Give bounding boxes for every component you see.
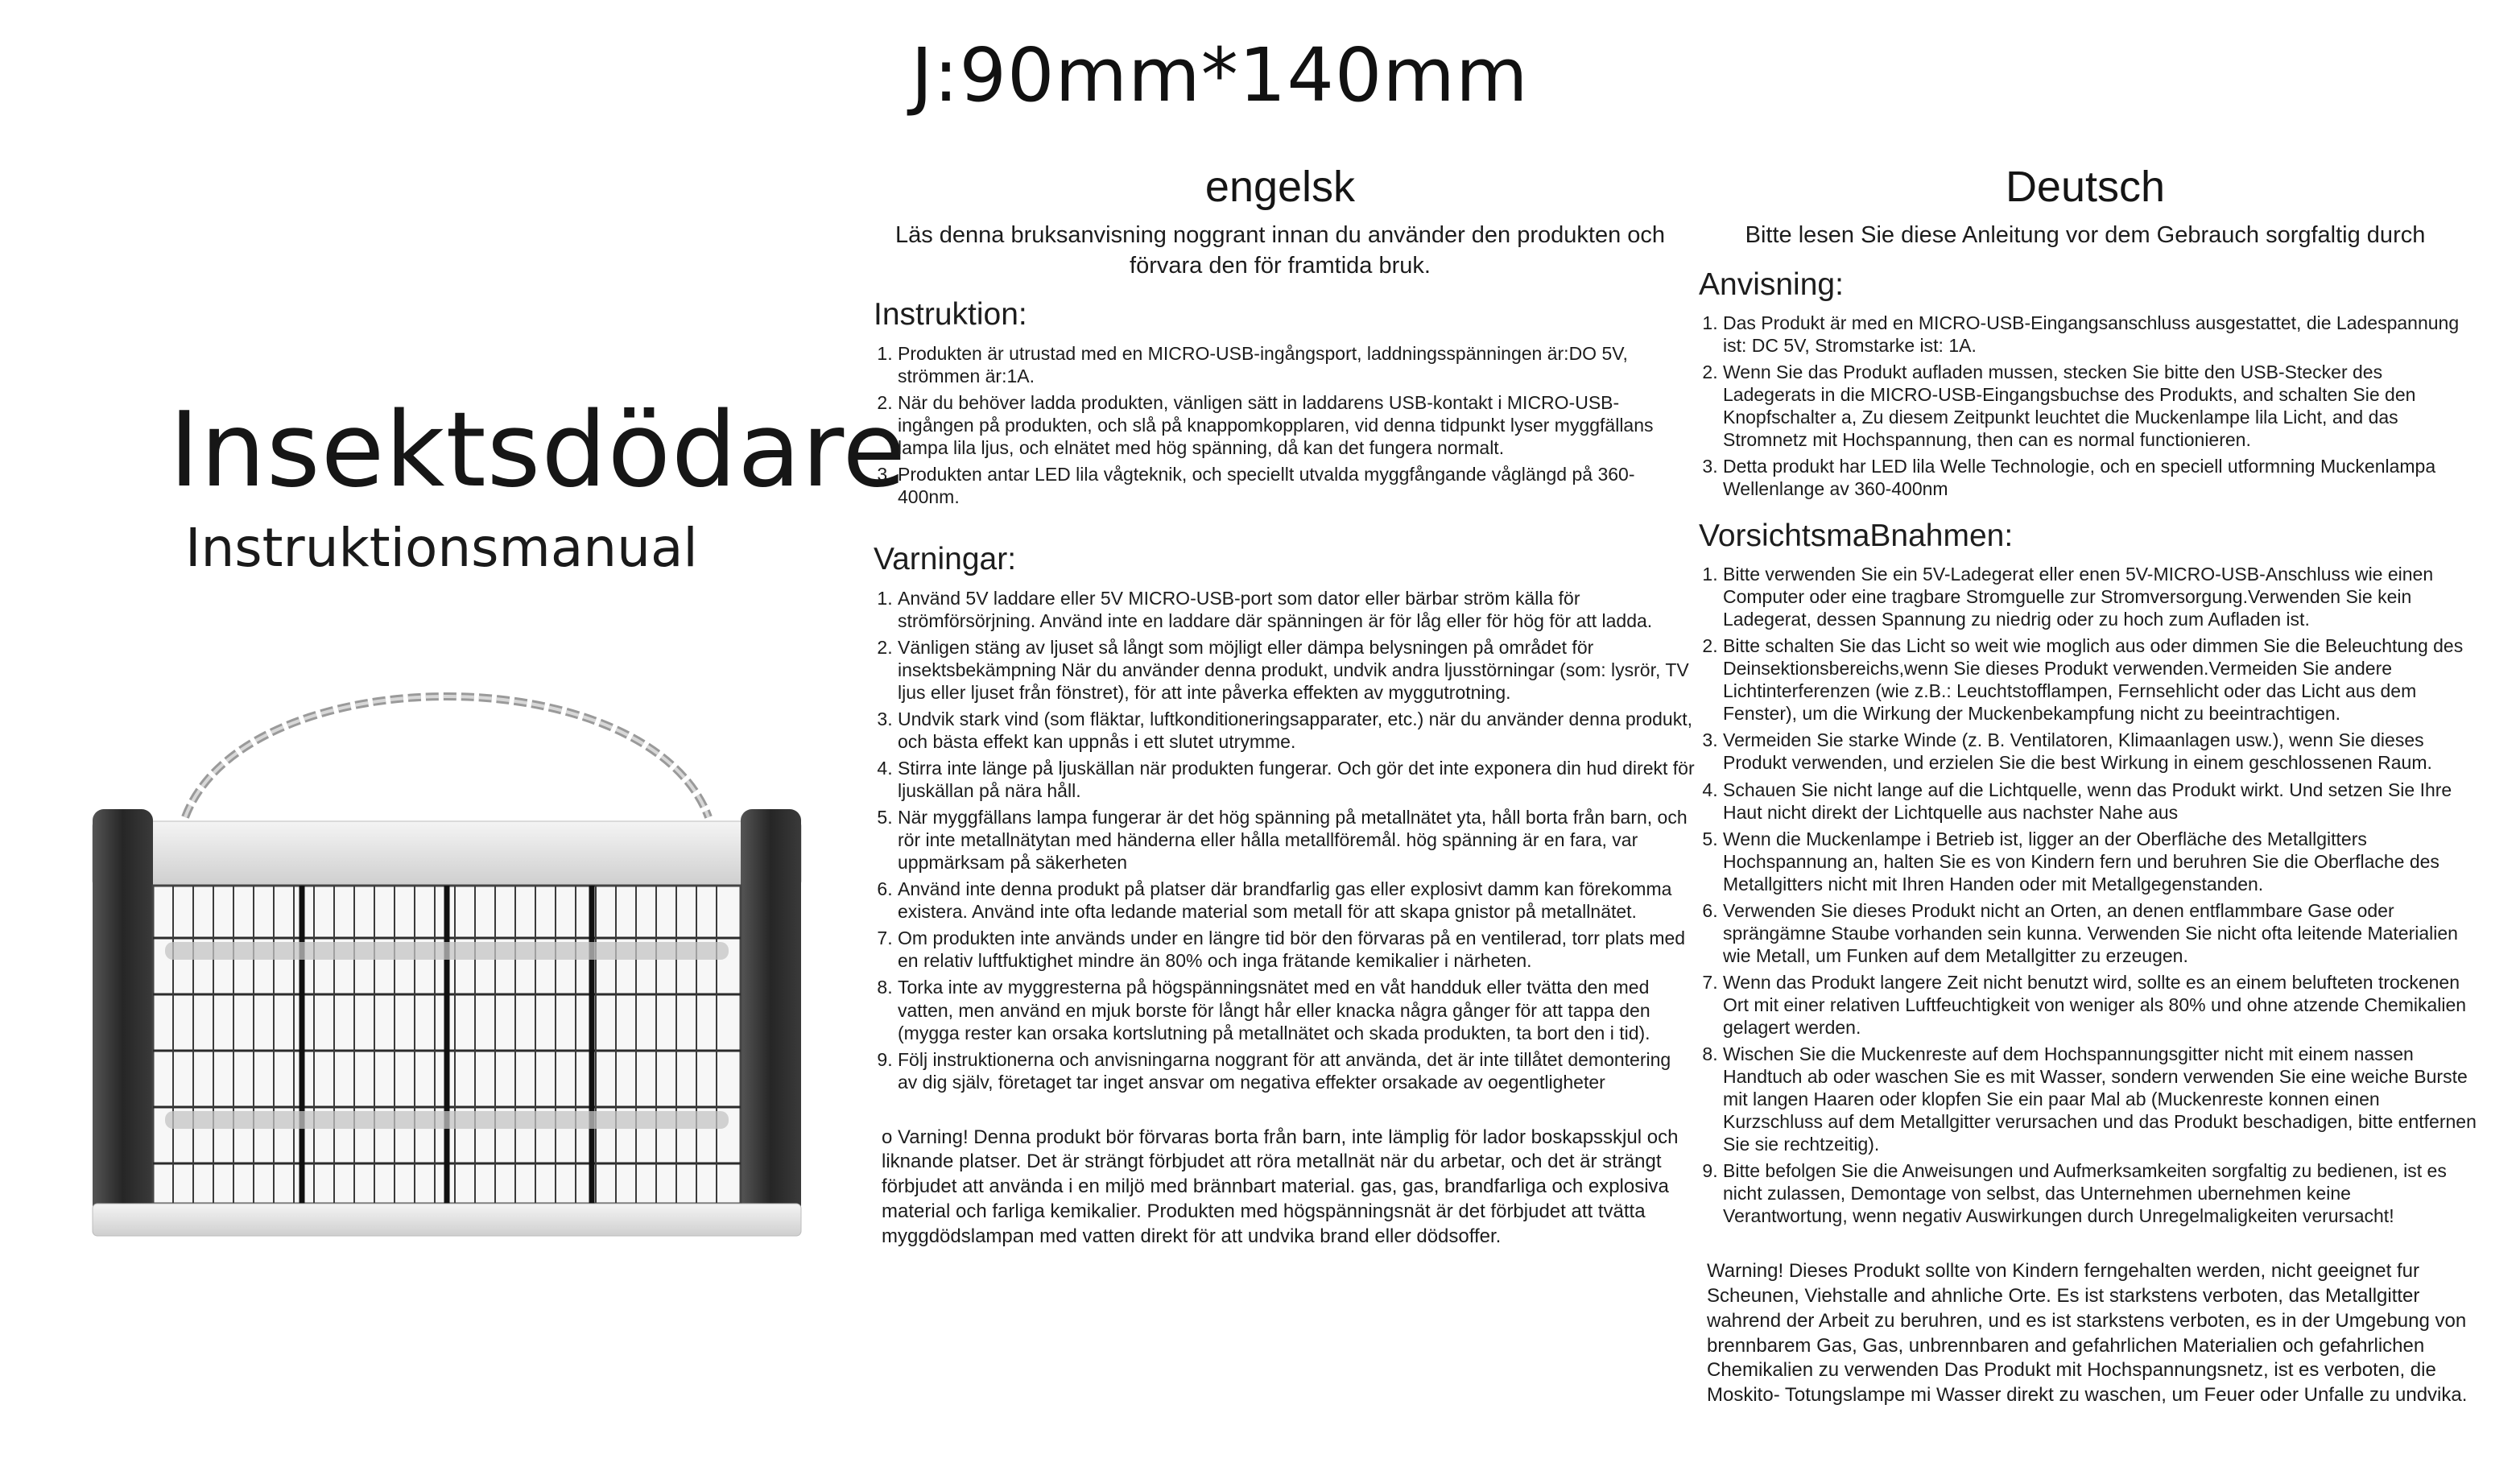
list-item: 1. Das Produkt är med en MICRO-USB-Eingangsanschluss ausgestattet, die Ladespannung ist: DC 5V, Stromstarke ist: 1A.	[1723, 312, 2480, 357]
swedish-column	[865, 161, 1695, 1249]
list-item: 6. Använd inte denna produkt på platser där brandfarlig gas eller explosivt damm kan förekomma existera. Använd inte ofta ledande material som metall för att skapa gnistor på metallnätet.	[898, 878, 1695, 923]
list-item: 8. Wischen Sie die Muckenreste auf dem Hochspannungsgitter nicht mit einem nassen Handtuch ab oder waschen Sie es mit Wasser, sondern verwenden Sie eine weiche Burste mit langen Haaren oder klopfen Sie ein paar Mal ab (Muckenreste konnen einen Kurzschluss auf dem Metallgitter verursachen und das Produkt beschadigen, bitte entfernen Sie sie rechtzeitig).	[1723, 1043, 2480, 1155]
list-item: 6. Verwenden Sie dieses Produkt nicht an Orten, an denen entflammbare Gase oder sprängämne Staube vorhanden sein kunna. Verwenden Sie nicht ofta leitende Materialien wie Metall, um Funken auf dem Metallgitter zu erzeugen.	[1723, 899, 2480, 967]
swedish-intro: Läs denna bruksanvisning noggrant innan du använder den produkten och förvara den för framtida bruk.	[894, 221, 1666, 279]
german-intro: Bitte lesen Sie diese Anleitung vor dem Gebrauch sorgfaltig durch	[1745, 221, 2426, 248]
list-item: 3. Vermeiden Sie starke Winde (z. B. Ventilatoren, Klimaanlagen usw.), wenn Sie dieses Produkt verwenden, und erzielen Sie die best Wirkung in einem geschlossenen Raum.	[1723, 729, 2480, 774]
list-item: 1. Produkten är utrustad med en MICRO-USB-ingångsport, laddningsspänningen är:DO 5V, strömmen är:1A.	[898, 342, 1695, 387]
swedish-instructions-title: Instruktion:	[874, 297, 1027, 333]
list-item: 1. Använd 5V laddare eller 5V MICRO-USB-port som dator eller bärbar ström källa för strömförsörjning. Använd inte en laddare där spänningen är för låg eller för hög för att ladda.	[898, 587, 1695, 632]
list-item: 2. Bitte schalten Sie das Licht so weit wie moglich aus oder dimmen Sie die Beleuchtung des Deinsektionsbereichs,wenn Sie dieses Produkt verwenden.Vermeiden Sie andere Lichtinterferenzen (wie z.B.: Leuchtstofflampen, Fernsehlicht oder das Licht aus dem Fenster), um die Wirkung der Muckenbekampfung nicht zu beeintrachtigen.	[1723, 634, 2480, 725]
german-column	[1691, 161, 2480, 1408]
swedish-warnings-list	[865, 587, 1695, 1093]
zapper-body	[93, 809, 801, 1236]
german-heading: Deutsch	[2005, 163, 2166, 211]
bug-zapper-image	[60, 624, 833, 1268]
swedish-instructions-list	[865, 342, 1695, 508]
swedish-heading: engelsk	[1204, 163, 1356, 211]
hanging-chain	[185, 696, 708, 817]
product-subtitle: Instruktionsmanual	[185, 517, 698, 579]
list-item: 9. Följ instruktionerna och anvisningarna noggrant för att använda, det är inte tillåtet demontering av dig själv, företaget tar inget ansvar om negativa effekter orsakade av oegentligheter	[898, 1048, 1695, 1093]
swedish-final-warning: o Varning! Denna produkt bör förvaras borta från barn, inte lämplig för lador boskapsskjul och liknande platser. Det är strängt förbjudet att röra metallnät när du arbetar, och det är strängt förbjudet att använda i en miljö med brännbart material. gas, gas, brandfarliga och explosiva material och farliga kemikalier. Produkten med högspänningsnät är det förbjudet att tvätta myggdödslampan med vatten direkt för att undvika brand eller dödsoffer.	[882, 1126, 1679, 1247]
list-item: 5. När myggfällans lampa fungerar är det hög spänning på metallnätet yta, håll borta från barn, och rör inte metallnätytan med händerna eller hålla metallföremål. hög spänning är en fara, var uppmärksam på säkerheten	[898, 806, 1695, 874]
german-instructions-title: Anvisning:	[1699, 266, 1844, 302]
list-item: 5. Wenn die Muckenlampe i Betrieb ist, ligger an der Oberfläche des Metallgitters Hochspannung an, halten Sie es von Kindern fern und beruhren Sie die Oberflache des Metallgitters nicht mit Ihren Handen oder mit Metallgegenstanden.	[1723, 828, 2480, 895]
list-item: 3. Produkten antar LED lila vågteknik, och speciellt utvalda myggfångande våglängd på 360-400nm.	[898, 463, 1695, 508]
list-item: 9. Bitte befolgen Sie die Anweisungen und Aufmerksamkeiten sorgfaltig zu bedienen, ist es nicht zulassen, Demontage von selbst, das Unternehmen ubernehmen keine Verantwortung, wenn negativ Auswirkungen durch Unregelmaligkeiten verursacht!	[1723, 1159, 2480, 1227]
list-item: 1. Bitte verwenden Sie ein 5V-Ladegerat eller enen 5V-MICRO-USB-Anschluss wie einen Computer oder eine tragbare Stromguelle zur Stromversorgung.Verwenden Sie kein Ladegerat, dessen Spannung zu niedrig oder zu hoch zum Aufladen ist.	[1723, 563, 2480, 630]
german-final-warning: Warning! Dieses Produkt sollte von Kindern ferngehalten werden, nicht geeignet fur Scheunen, Viehstalle and ahnliche Orte. Es ist starkstens verboten, das Metallgitter wahrend der Arbeit zu beruhren, und es ist starkstens verboten, es in der Umgebung von brennbarem Gas, Gas, unbrennbaren and gefahrlichen Materialien och gefahrlichen Chemikalien zu verwenden Das Produkt mit Hochspannungsnetz, ist es verboten, die Moskito- Totungslampe mi Wasser direkt zu waschen, um Feuer oder Unfalle zu undvika.	[1707, 1260, 2468, 1406]
list-item: 2. Wenn Sie das Produkt aufladen mussen, stecken Sie bitte den USB-Stecker des Ladegerats in die MICRO-USB-Eingangsbuchse des Produkts, and schalten Sie den Knopfschalter a, Zu diesem Zeitpunkt leuchtet die Muckenlampe lila Licht, and das Stromnetz mit Hochspannung, then can es normal functionieren.	[1723, 361, 2480, 451]
list-item: 3. Detta produkt har LED lila Welle Technologie, och en speciell utformning Muckenlampa Wellenlange av 360-400nm	[1723, 455, 2480, 500]
list-item: 4. Stirra inte länge på ljuskällan när produkten fungerar. Och gör det inte exponera din hud direkt för ljuskällan på nära håll.	[898, 757, 1695, 802]
list-item: 7. Om produkten inte används under en längre tid bör den förvaras på en ventilerad, torr plats med en relativ luftfuktighet mindre än 80% och inga frätande kemikalier i närheten.	[898, 927, 1695, 972]
product-title: Insektsdödare	[169, 390, 907, 510]
list-item: 7. Wenn das Produkt langere Zeit nicht benutzt wird, sollte es an einem belufteten trockenen Ort mit einer relativen Luftfeuchtigkeit von weniger als 80% und ohne atzende Chemikalien gelagert werden.	[1723, 971, 2480, 1039]
german-instructions-list	[1691, 312, 2480, 500]
list-item: 3. Undvik stark vind (som fläktar, luftkonditioneringsapparater, etc.) när du använder denna produkt, och bästa effekt kan uppnås i ett slutet utrymme.	[898, 708, 1695, 753]
list-item: 2. Vänligen stäng av ljuset så långt som möjligt eller dämpa belysningen på området för insektsbekämpning När du använder denna produkt, undvik andra ljusstörningar (som: lysrör, TV ljus eller ljuset från fönstret), för att inte påverka effekten av myggutrotning.	[898, 636, 1695, 704]
size-heading: J:90mm*140mm	[911, 32, 1529, 118]
german-warnings-list	[1691, 563, 2480, 1227]
swedish-warnings-title: Varningar:	[874, 542, 1017, 577]
german-warnings-title: VorsichtsmaBnahmen:	[1699, 518, 2014, 553]
list-item: 8. Torka inte av myggresterna på högspänningsnätet med en våt handduk eller tvätta den med vatten, men använd en mjuk borste för långt hår eller knacka några gånger för att tappa den (mygga rester kan orsaka kortslutning på metallnätet och skada produkten, ta bort den i tid).	[898, 976, 1695, 1043]
list-item: 4. Schauen Sie nicht lange auf die Lichtquelle, wenn das Produkt wirkt. Und setzen Sie Ihre Haut nicht direkt der Lichtquelle aus nachster Nahe aus	[1723, 779, 2480, 824]
list-item: 2. När du behöver ladda produkten, vänligen sätt in laddarens USB-kontakt i MICRO-USB-ingången på produkten, och slå på knappomkopplaren, vid denna tidpunkt lyser myggfällans lampa lila ljus, och elnätet med hög spänning, då kan det fungera normalt.	[898, 391, 1695, 459]
